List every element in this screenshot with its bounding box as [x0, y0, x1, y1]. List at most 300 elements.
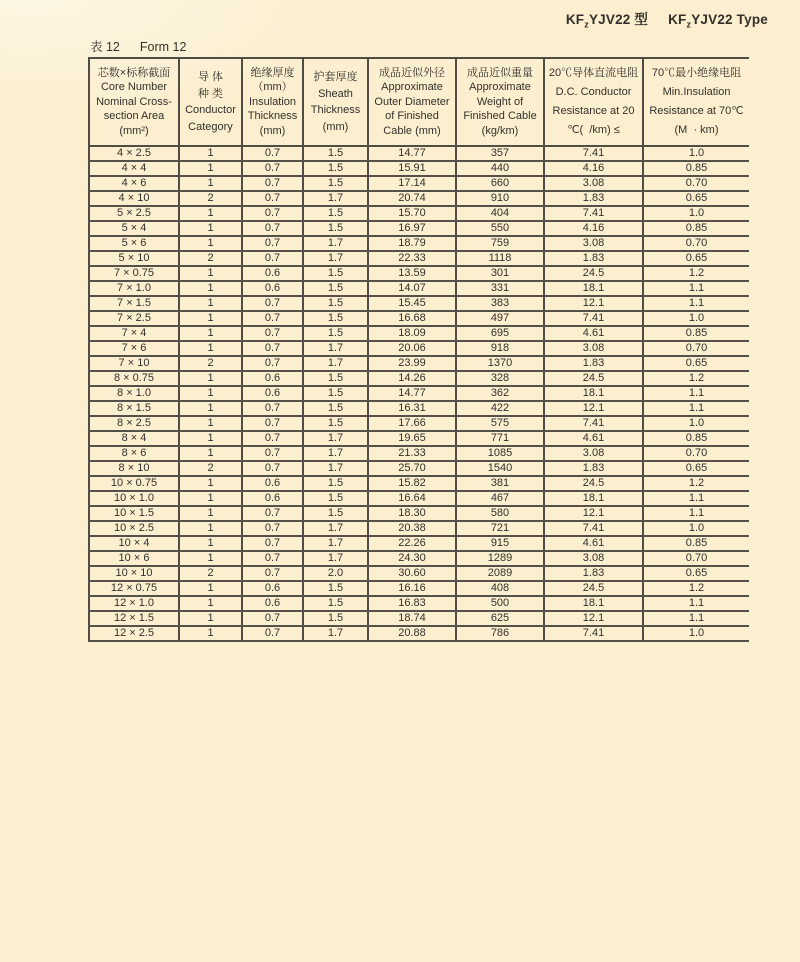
table-cell: 7 × 1.0 — [89, 281, 179, 296]
table-cell: 1.5 — [303, 281, 368, 296]
table-cell: 0.6 — [242, 476, 303, 491]
table-cell: 14.26 — [368, 371, 456, 386]
table-cell: 8 × 10 — [89, 461, 179, 476]
table-cell: 1.1 — [643, 296, 749, 311]
table-row — [89, 566, 749, 581]
table-cell: 1 — [179, 221, 242, 236]
table-cell: 1.7 — [303, 551, 368, 566]
header-line: Outer Diameter — [374, 95, 450, 108]
table-cell: 4 × 6 — [89, 176, 179, 191]
table-cell: 1 — [179, 206, 242, 221]
column-header-dc-resistance — [544, 58, 643, 146]
table-row — [89, 281, 749, 296]
table-cell: 575 — [456, 416, 544, 431]
table-cell: 0.7 — [242, 611, 303, 626]
table-cell: 695 — [456, 326, 544, 341]
table-cell: 12.1 — [544, 401, 643, 416]
table-cell: 0.6 — [242, 386, 303, 401]
table-row — [89, 431, 749, 446]
table-cell: 0.85 — [643, 536, 749, 551]
header-line: (kg/km) — [481, 124, 519, 137]
table-row — [89, 221, 749, 236]
table-cell: 1 — [179, 296, 242, 311]
table-cell: 1.5 — [303, 221, 368, 236]
table-cell: 18.30 — [368, 506, 456, 521]
table-cell: 1.7 — [303, 626, 368, 641]
table-cell: 404 — [456, 206, 544, 221]
table-row — [89, 416, 749, 431]
form-caption-en: Form 12 — [139, 40, 187, 54]
table-cell: 3.08 — [544, 341, 643, 356]
table-row — [89, 371, 749, 386]
table-cell: 0.7 — [242, 521, 303, 536]
table-cell: 25.70 — [368, 461, 456, 476]
header-line: section Area — [103, 110, 165, 123]
table-cell: 12 × 1.0 — [89, 596, 179, 611]
table-cell: 0.85 — [643, 431, 749, 446]
table-cell: 1.2 — [643, 476, 749, 491]
table-cell: 1 — [179, 521, 242, 536]
table-row — [89, 461, 749, 476]
table-cell: 0.65 — [643, 461, 749, 476]
table-cell: 2 — [179, 566, 242, 581]
header-line: 20℃导体直流电阻 — [548, 67, 639, 79]
table-cell: 0.65 — [643, 251, 749, 266]
table-cell: 15.70 — [368, 206, 456, 221]
header-line: Cable (mm) — [383, 124, 441, 137]
table-cell: 20.06 — [368, 341, 456, 356]
table-cell: 16.68 — [368, 311, 456, 326]
table-cell: 1.5 — [303, 266, 368, 281]
table-cell: 1.7 — [303, 191, 368, 206]
table-cell: 1.7 — [303, 431, 368, 446]
table-cell: 4.61 — [544, 326, 643, 341]
table-cell: 16.16 — [368, 581, 456, 596]
table-cell: 0.6 — [242, 266, 303, 281]
table-cell: 12.1 — [544, 611, 643, 626]
table-cell: 1.7 — [303, 461, 368, 476]
table-cell: 0.7 — [242, 251, 303, 266]
table-cell: 7.41 — [544, 626, 643, 641]
table-cell: 301 — [456, 266, 544, 281]
table-cell: 1 — [179, 431, 242, 446]
table-cell: 0.70 — [643, 446, 749, 461]
table-cell: 0.70 — [643, 176, 749, 191]
table-cell: 1.83 — [544, 461, 643, 476]
table-cell: 1 — [179, 386, 242, 401]
table-cell: 1.5 — [303, 611, 368, 626]
table-cell: 915 — [456, 536, 544, 551]
table-cell: 1.5 — [303, 491, 368, 506]
table-cell: 422 — [456, 401, 544, 416]
table-cell: 24.5 — [544, 266, 643, 281]
cable-model-cn: $KF_zYJV22$ 型 — [565, 12, 649, 30]
table-cell: 1 — [179, 146, 242, 161]
column-header-min-insulation-resistance — [643, 58, 749, 146]
table-cell: 10 × 6 — [89, 551, 179, 566]
table-cell: 1.5 — [303, 311, 368, 326]
table-cell: 0.7 — [242, 296, 303, 311]
table-cell: 1 — [179, 446, 242, 461]
table-cell: 1.7 — [303, 251, 368, 266]
table-cell: 1 — [179, 161, 242, 176]
table-cell: 759 — [456, 236, 544, 251]
table-cell: 1.5 — [303, 206, 368, 221]
table-cell: 786 — [456, 626, 544, 641]
table-row — [89, 596, 749, 611]
table-cell: 0.7 — [242, 341, 303, 356]
table-cell: 1.1 — [643, 386, 749, 401]
table-cell: 0.7 — [242, 566, 303, 581]
table-cell: 16.83 — [368, 596, 456, 611]
table-cell: 0.70 — [643, 236, 749, 251]
table-cell: 328 — [456, 371, 544, 386]
table-cell: 0.7 — [242, 191, 303, 206]
table-cell: 7 × 1.5 — [89, 296, 179, 311]
table-cell: 0.6 — [242, 596, 303, 611]
table-row — [89, 506, 749, 521]
table-cell: 0.65 — [643, 191, 749, 206]
table-row — [89, 296, 749, 311]
table-cell: 1.0 — [643, 521, 749, 536]
table-row — [89, 491, 749, 506]
table-cell: 1 — [179, 236, 242, 251]
table-cell: 1.7 — [303, 536, 368, 551]
table-row — [89, 536, 749, 551]
table-cell: 1.83 — [544, 356, 643, 371]
table-cell: 1 — [179, 311, 242, 326]
header-line: (M · km) — [674, 124, 719, 136]
header-line: of Finished — [385, 110, 439, 123]
table-cell: 8 × 6 — [89, 446, 179, 461]
table-cell: 18.09 — [368, 326, 456, 341]
table-cell: 1.1 — [643, 281, 749, 296]
table-cell: 625 — [456, 611, 544, 626]
table-cell: 0.7 — [242, 221, 303, 236]
table-cell: 10 × 4 — [89, 536, 179, 551]
table-cell: 2 — [179, 356, 242, 371]
header-line: Core Number — [100, 81, 168, 94]
table-cell: 0.7 — [242, 206, 303, 221]
table-cell: 1.5 — [303, 476, 368, 491]
table-cell: 0.6 — [242, 491, 303, 506]
table-cell: 1289 — [456, 551, 544, 566]
table-cell: 1.5 — [303, 161, 368, 176]
table-cell: 440 — [456, 161, 544, 176]
header-line: Conductor — [185, 104, 236, 116]
table-cell: 0.65 — [643, 566, 749, 581]
table-cell: 7.41 — [544, 416, 643, 431]
table-cell: 5 × 4 — [89, 221, 179, 236]
table-cell: 10 × 10 — [89, 566, 179, 581]
table-cell: 15.82 — [368, 476, 456, 491]
table-cell: 4.16 — [544, 221, 643, 236]
table-cell: 20.74 — [368, 191, 456, 206]
header-line: 成品近似重量 — [467, 66, 533, 79]
table-cell: 23.99 — [368, 356, 456, 371]
table-cell: 7 × 4 — [89, 326, 179, 341]
header-line: 种 类 — [197, 87, 224, 100]
table-cell: 580 — [456, 506, 544, 521]
header-line: Category — [188, 120, 233, 133]
table-cell: 1 — [179, 281, 242, 296]
header-line: 导 体 — [197, 71, 224, 83]
table-row — [89, 551, 749, 566]
table-cell: 1 — [179, 476, 242, 491]
table-row — [89, 611, 749, 626]
table-cell: 8 × 0.75 — [89, 371, 179, 386]
table-cell: 660 — [456, 176, 544, 191]
table-row — [89, 251, 749, 266]
table-cell: 331 — [456, 281, 544, 296]
table-cell: 1.0 — [643, 416, 749, 431]
table-cell: 1 — [179, 596, 242, 611]
table-cell: 16.64 — [368, 491, 456, 506]
table-cell: 1.5 — [303, 581, 368, 596]
table-cell: 1.5 — [303, 371, 368, 386]
table-cell: 7.41 — [544, 521, 643, 536]
header-line: ℃( /km) ≤ — [567, 124, 620, 136]
table-cell: 14.07 — [368, 281, 456, 296]
table-cell: 0.7 — [242, 416, 303, 431]
table-cell: 13.59 — [368, 266, 456, 281]
table-cell: 2089 — [456, 566, 544, 581]
header-line: Nominal Cross- — [96, 95, 172, 108]
table-cell: 771 — [456, 431, 544, 446]
table-cell: 1.83 — [544, 251, 643, 266]
table-cell: 22.26 — [368, 536, 456, 551]
table-row — [89, 326, 749, 341]
table-cell: 15.45 — [368, 296, 456, 311]
table-cell: 1 — [179, 416, 242, 431]
table-cell: 2 — [179, 461, 242, 476]
table-cell: 0.7 — [242, 446, 303, 461]
table-cell: 3.08 — [544, 551, 643, 566]
table-cell: 1.5 — [303, 386, 368, 401]
table-cell: 0.7 — [242, 146, 303, 161]
table-cell: 1.2 — [643, 371, 749, 386]
table-cell: 1.5 — [303, 176, 368, 191]
table-cell: 1.7 — [303, 521, 368, 536]
page-title — [566, 8, 768, 30]
table-cell: 1.1 — [643, 491, 749, 506]
table-cell: 1.7 — [303, 356, 368, 371]
table-cell: 1.5 — [303, 296, 368, 311]
table-cell: 467 — [456, 491, 544, 506]
header-line: (mm²) — [119, 124, 149, 137]
table-cell: 10 × 1.0 — [89, 491, 179, 506]
table-cell: 24.5 — [544, 476, 643, 491]
table-cell: 7.41 — [544, 206, 643, 221]
table-cell: 1.0 — [643, 206, 749, 221]
header-line: 70℃最小绝缘电阻 — [651, 67, 742, 79]
form-caption-cn: 表 12 — [90, 40, 120, 54]
table-cell: 1118 — [456, 251, 544, 266]
table-row — [89, 266, 749, 281]
table-cell: 10 × 1.5 — [89, 506, 179, 521]
table-cell: 12.1 — [544, 506, 643, 521]
header-line: Thickness — [247, 110, 298, 123]
column-header-weight — [456, 58, 544, 146]
column-header-conductor-category — [179, 58, 242, 146]
column-header-core-number — [89, 58, 179, 146]
table-cell: 1.0 — [643, 311, 749, 326]
table-cell: 18.1 — [544, 491, 643, 506]
table-cell: 1.7 — [303, 341, 368, 356]
table-cell: 383 — [456, 296, 544, 311]
table-cell: 1.2 — [643, 266, 749, 281]
header-line: （mm） — [252, 81, 293, 94]
table-cell: 4.61 — [544, 536, 643, 551]
table-row — [89, 206, 749, 221]
header-line: Approximate — [381, 81, 443, 94]
table-cell: 20.38 — [368, 521, 456, 536]
header-line: Min.Insulation — [662, 86, 731, 98]
column-header-sheath-thickness — [303, 58, 368, 146]
table-cell: 17.66 — [368, 416, 456, 431]
table-cell: 3.08 — [544, 446, 643, 461]
table-cell: 5 × 2.5 — [89, 206, 179, 221]
table-cell: 1540 — [456, 461, 544, 476]
table-cell: 7.41 — [544, 146, 643, 161]
table-cell: 0.7 — [242, 161, 303, 176]
table-cell: 910 — [456, 191, 544, 206]
table-cell: 408 — [456, 581, 544, 596]
table-cell: 0.7 — [242, 536, 303, 551]
header-line: Thickness — [310, 104, 361, 116]
table-cell: 1370 — [456, 356, 544, 371]
table-cell: 1 — [179, 536, 242, 551]
table-cell: 4.16 — [544, 161, 643, 176]
header-line: Finished Cable — [463, 110, 537, 123]
table-cell: 1.1 — [643, 611, 749, 626]
table-cell: 1.1 — [643, 401, 749, 416]
table-cell: 0.85 — [643, 161, 749, 176]
table-cell: 0.65 — [643, 356, 749, 371]
header-line: Resistance at 70℃ — [649, 105, 744, 117]
cable-model-en: $KF_zYJV22$ Type — [668, 12, 768, 30]
table-cell: 0.7 — [242, 401, 303, 416]
table-cell: 7 × 0.75 — [89, 266, 179, 281]
table-row — [89, 386, 749, 401]
form-caption — [90, 37, 186, 55]
table-cell: 5 × 10 — [89, 251, 179, 266]
table-cell: 1 — [179, 176, 242, 191]
table-cell: 0.6 — [242, 281, 303, 296]
table-cell: 10 × 0.75 — [89, 476, 179, 491]
table-row — [89, 581, 749, 596]
table-cell: 1.7 — [303, 446, 368, 461]
table-cell: 14.77 — [368, 386, 456, 401]
table-cell: 1.5 — [303, 401, 368, 416]
table-cell: 21.33 — [368, 446, 456, 461]
table-cell: 10 × 2.5 — [89, 521, 179, 536]
table-cell: 0.7 — [242, 626, 303, 641]
table-row — [89, 401, 749, 416]
column-header-outer-diameter — [368, 58, 456, 146]
table-cell: 30.60 — [368, 566, 456, 581]
table-cell: 362 — [456, 386, 544, 401]
table-cell: 1.1 — [643, 506, 749, 521]
table-cell: 1 — [179, 326, 242, 341]
header-line: Weight of — [476, 95, 524, 108]
table-cell: 0.6 — [242, 581, 303, 596]
table-cell: 7 × 2.5 — [89, 311, 179, 326]
table-cell: 3.08 — [544, 236, 643, 251]
header-line: (mm) — [322, 120, 349, 133]
table-cell: 22.33 — [368, 251, 456, 266]
table-row — [89, 521, 749, 536]
table-cell: 18.1 — [544, 281, 643, 296]
header-line: 成品近似外径 — [379, 66, 445, 79]
table-row — [89, 191, 749, 206]
table-cell: 0.7 — [242, 551, 303, 566]
table-cell: 4 × 2.5 — [89, 146, 179, 161]
table-cell: 12 × 1.5 — [89, 611, 179, 626]
table-cell: 19.65 — [368, 431, 456, 446]
table-cell: 0.7 — [242, 326, 303, 341]
table-cell: 7 × 10 — [89, 356, 179, 371]
table-row — [89, 176, 749, 191]
table-cell: 16.31 — [368, 401, 456, 416]
table-cell: 500 — [456, 596, 544, 611]
table-cell: 18.1 — [544, 386, 643, 401]
table-cell: 0.7 — [242, 356, 303, 371]
header-line: Sheath — [318, 87, 353, 100]
header-line: Resistance at 20 — [552, 105, 635, 117]
table-cell: 0.7 — [242, 506, 303, 521]
table-cell: 2 — [179, 191, 242, 206]
table-cell: 1 — [179, 581, 242, 596]
table-cell: 18.79 — [368, 236, 456, 251]
table-cell: 1085 — [456, 446, 544, 461]
header-line: Approximate — [469, 81, 531, 94]
table-cell: 1 — [179, 371, 242, 386]
table-cell: 8 × 1.0 — [89, 386, 179, 401]
table-cell: 24.30 — [368, 551, 456, 566]
table-row — [89, 626, 749, 641]
table-row — [89, 311, 749, 326]
table-cell: 721 — [456, 521, 544, 536]
table-cell: 17.14 — [368, 176, 456, 191]
table-cell: 1.5 — [303, 326, 368, 341]
table-cell: 1 — [179, 611, 242, 626]
table-cell: 24.5 — [544, 581, 643, 596]
table-cell: 0.85 — [643, 221, 749, 236]
table-cell: 1.0 — [643, 146, 749, 161]
table-header — [89, 58, 749, 146]
table-cell: 1.0 — [643, 626, 749, 641]
table-cell: 4 × 10 — [89, 191, 179, 206]
table-row — [89, 446, 749, 461]
table-cell: 8 × 1.5 — [89, 401, 179, 416]
table-cell: 12.1 — [544, 296, 643, 311]
table-cell: 1 — [179, 491, 242, 506]
table-row — [89, 476, 749, 491]
table-row — [89, 236, 749, 251]
table-cell: 357 — [456, 146, 544, 161]
table-cell: 497 — [456, 311, 544, 326]
table-cell: 0.7 — [242, 236, 303, 251]
table-cell: 7 × 6 — [89, 341, 179, 356]
table-cell: 18.74 — [368, 611, 456, 626]
table-cell: 24.5 — [544, 371, 643, 386]
header-line: 护套厚度 — [313, 71, 358, 83]
table-cell: 1 — [179, 626, 242, 641]
table-row — [89, 341, 749, 356]
table-cell: 918 — [456, 341, 544, 356]
table-cell: 1.5 — [303, 596, 368, 611]
